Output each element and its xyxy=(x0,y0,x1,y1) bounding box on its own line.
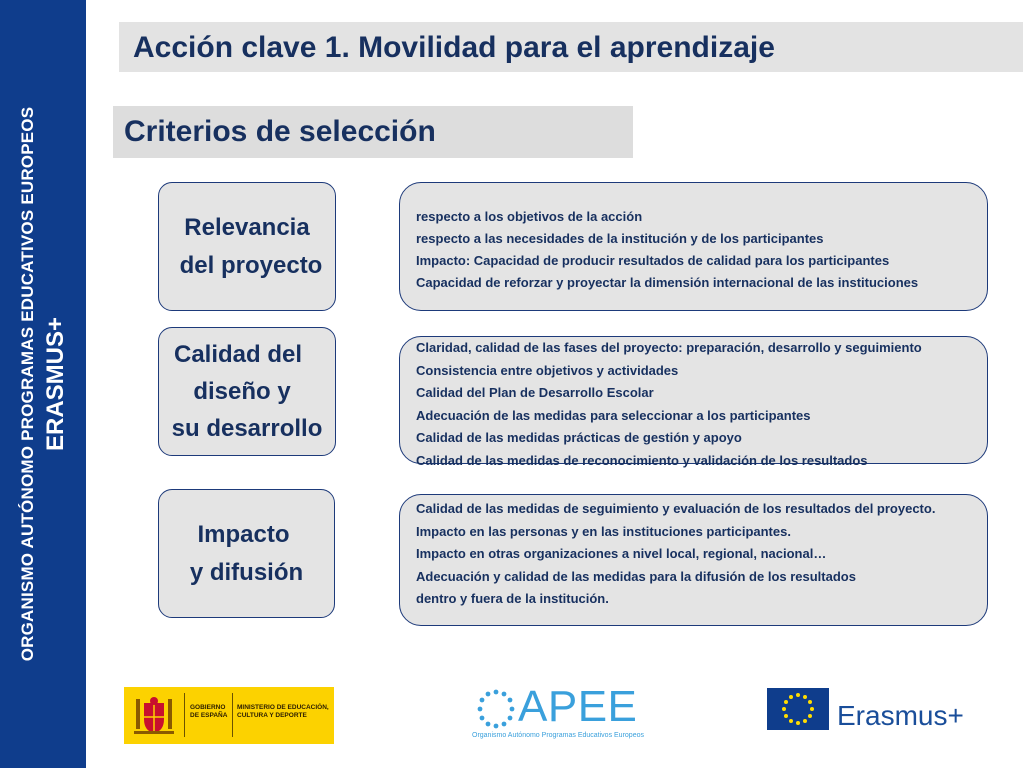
logo-divider xyxy=(232,693,233,737)
detail-item: Capacidad de reforzar y proyectar la dimensión internacional de las instituciones xyxy=(416,275,919,290)
detail-item: Calidad de las medidas de seguimiento y evaluación de los resultados del proyecto. xyxy=(416,501,936,516)
detail-item: Claridad, calidad de las fases del proyecto: preparación, desarrollo y seguimiento xyxy=(416,340,922,355)
star-ring-icon xyxy=(470,688,522,730)
criterion-details-impacto xyxy=(399,494,988,626)
detail-item: Adecuación y calidad de las medidas para la difusión de los resultados xyxy=(416,568,856,584)
detail-item: Adecuación de las medidas para seleccionar a los participantes xyxy=(416,407,811,423)
subtitle-bar xyxy=(113,106,633,158)
ministerio-text: MINISTERIO DE EDUCACIÓN, CULTURA Y DEPORTE xyxy=(237,704,329,719)
criterion-label-line: Calidad del xyxy=(173,341,303,368)
detail-item: Calidad del Plan de Desarrollo Escolar xyxy=(416,385,654,400)
apee-subtitle: Organismo Autónomo Programas Educativos Europeos xyxy=(472,732,644,739)
sidebar xyxy=(0,0,86,768)
detail-item: Consistencia entre objetivos y actividades xyxy=(416,362,679,378)
sidebar-text xyxy=(15,0,71,768)
criterion-label-line: diseño y xyxy=(193,378,291,405)
criterion-label-line: su desarrollo xyxy=(171,415,323,442)
criterion-details-relevancia xyxy=(399,182,988,311)
criterion-label-line: Impacto xyxy=(197,520,290,548)
detail-list xyxy=(416,206,918,294)
page-title: Acción clave 1. Movilidad para el aprendizaje xyxy=(133,31,775,64)
criterion-label-line: del proyecto xyxy=(179,251,323,279)
criterion-label xyxy=(172,209,323,285)
detail-list xyxy=(416,498,935,611)
detail-list xyxy=(416,337,922,472)
apee-logo xyxy=(470,682,650,744)
coat-of-arms-icon xyxy=(130,693,178,738)
criterion-box-calidad xyxy=(158,327,336,456)
section-subtitle: Criterios de selección xyxy=(124,115,436,148)
logo-divider xyxy=(184,693,185,737)
criterion-label-line: y difusión xyxy=(189,558,304,586)
criterion-box-impacto xyxy=(158,489,335,618)
detail-item: Impacto en las personas y en las instituciones participantes. xyxy=(416,523,791,539)
detail-item: Calidad de las medidas de reconocimiento y validación de los resultados xyxy=(416,452,868,468)
criterion-box-relevancia xyxy=(158,182,336,311)
title-bar xyxy=(119,22,1023,72)
gobierno-text: GOBIERNO DE ESPAÑA xyxy=(190,704,228,719)
gobierno-espana-logo xyxy=(124,687,334,744)
detail-item: Impacto: Capacidad de producir resultados de calidad para los participantes xyxy=(416,253,890,268)
detail-item: Calidad de las medidas prácticas de gestión y apoyo xyxy=(416,430,742,445)
sidebar-organization-name: ORGANISMO AUTÓNOMO PROGRAMAS EDUCATIVOS EUROPEOS xyxy=(18,106,37,662)
apee-name: APEE xyxy=(518,682,638,731)
detail-item: dentro y fuera de la institución. xyxy=(416,591,609,606)
detail-item: respecto a las necesidades de la institución y de los participantes xyxy=(416,231,824,246)
erasmus-logo xyxy=(767,688,987,734)
criterion-label-line: Relevancia xyxy=(184,213,310,241)
sidebar-program-name: ERASMUS+ xyxy=(42,316,69,452)
erasmus-name: Erasmus+ xyxy=(837,700,964,731)
detail-item: respecto a los objetivos de la acción xyxy=(416,209,643,224)
criterion-label xyxy=(190,516,303,592)
criterion-label xyxy=(172,336,323,447)
eu-flag-icon xyxy=(767,688,829,730)
criterion-details-calidad xyxy=(399,336,988,468)
detail-item: Impacto en otras organizaciones a nivel local, regional, nacional… xyxy=(416,546,827,561)
